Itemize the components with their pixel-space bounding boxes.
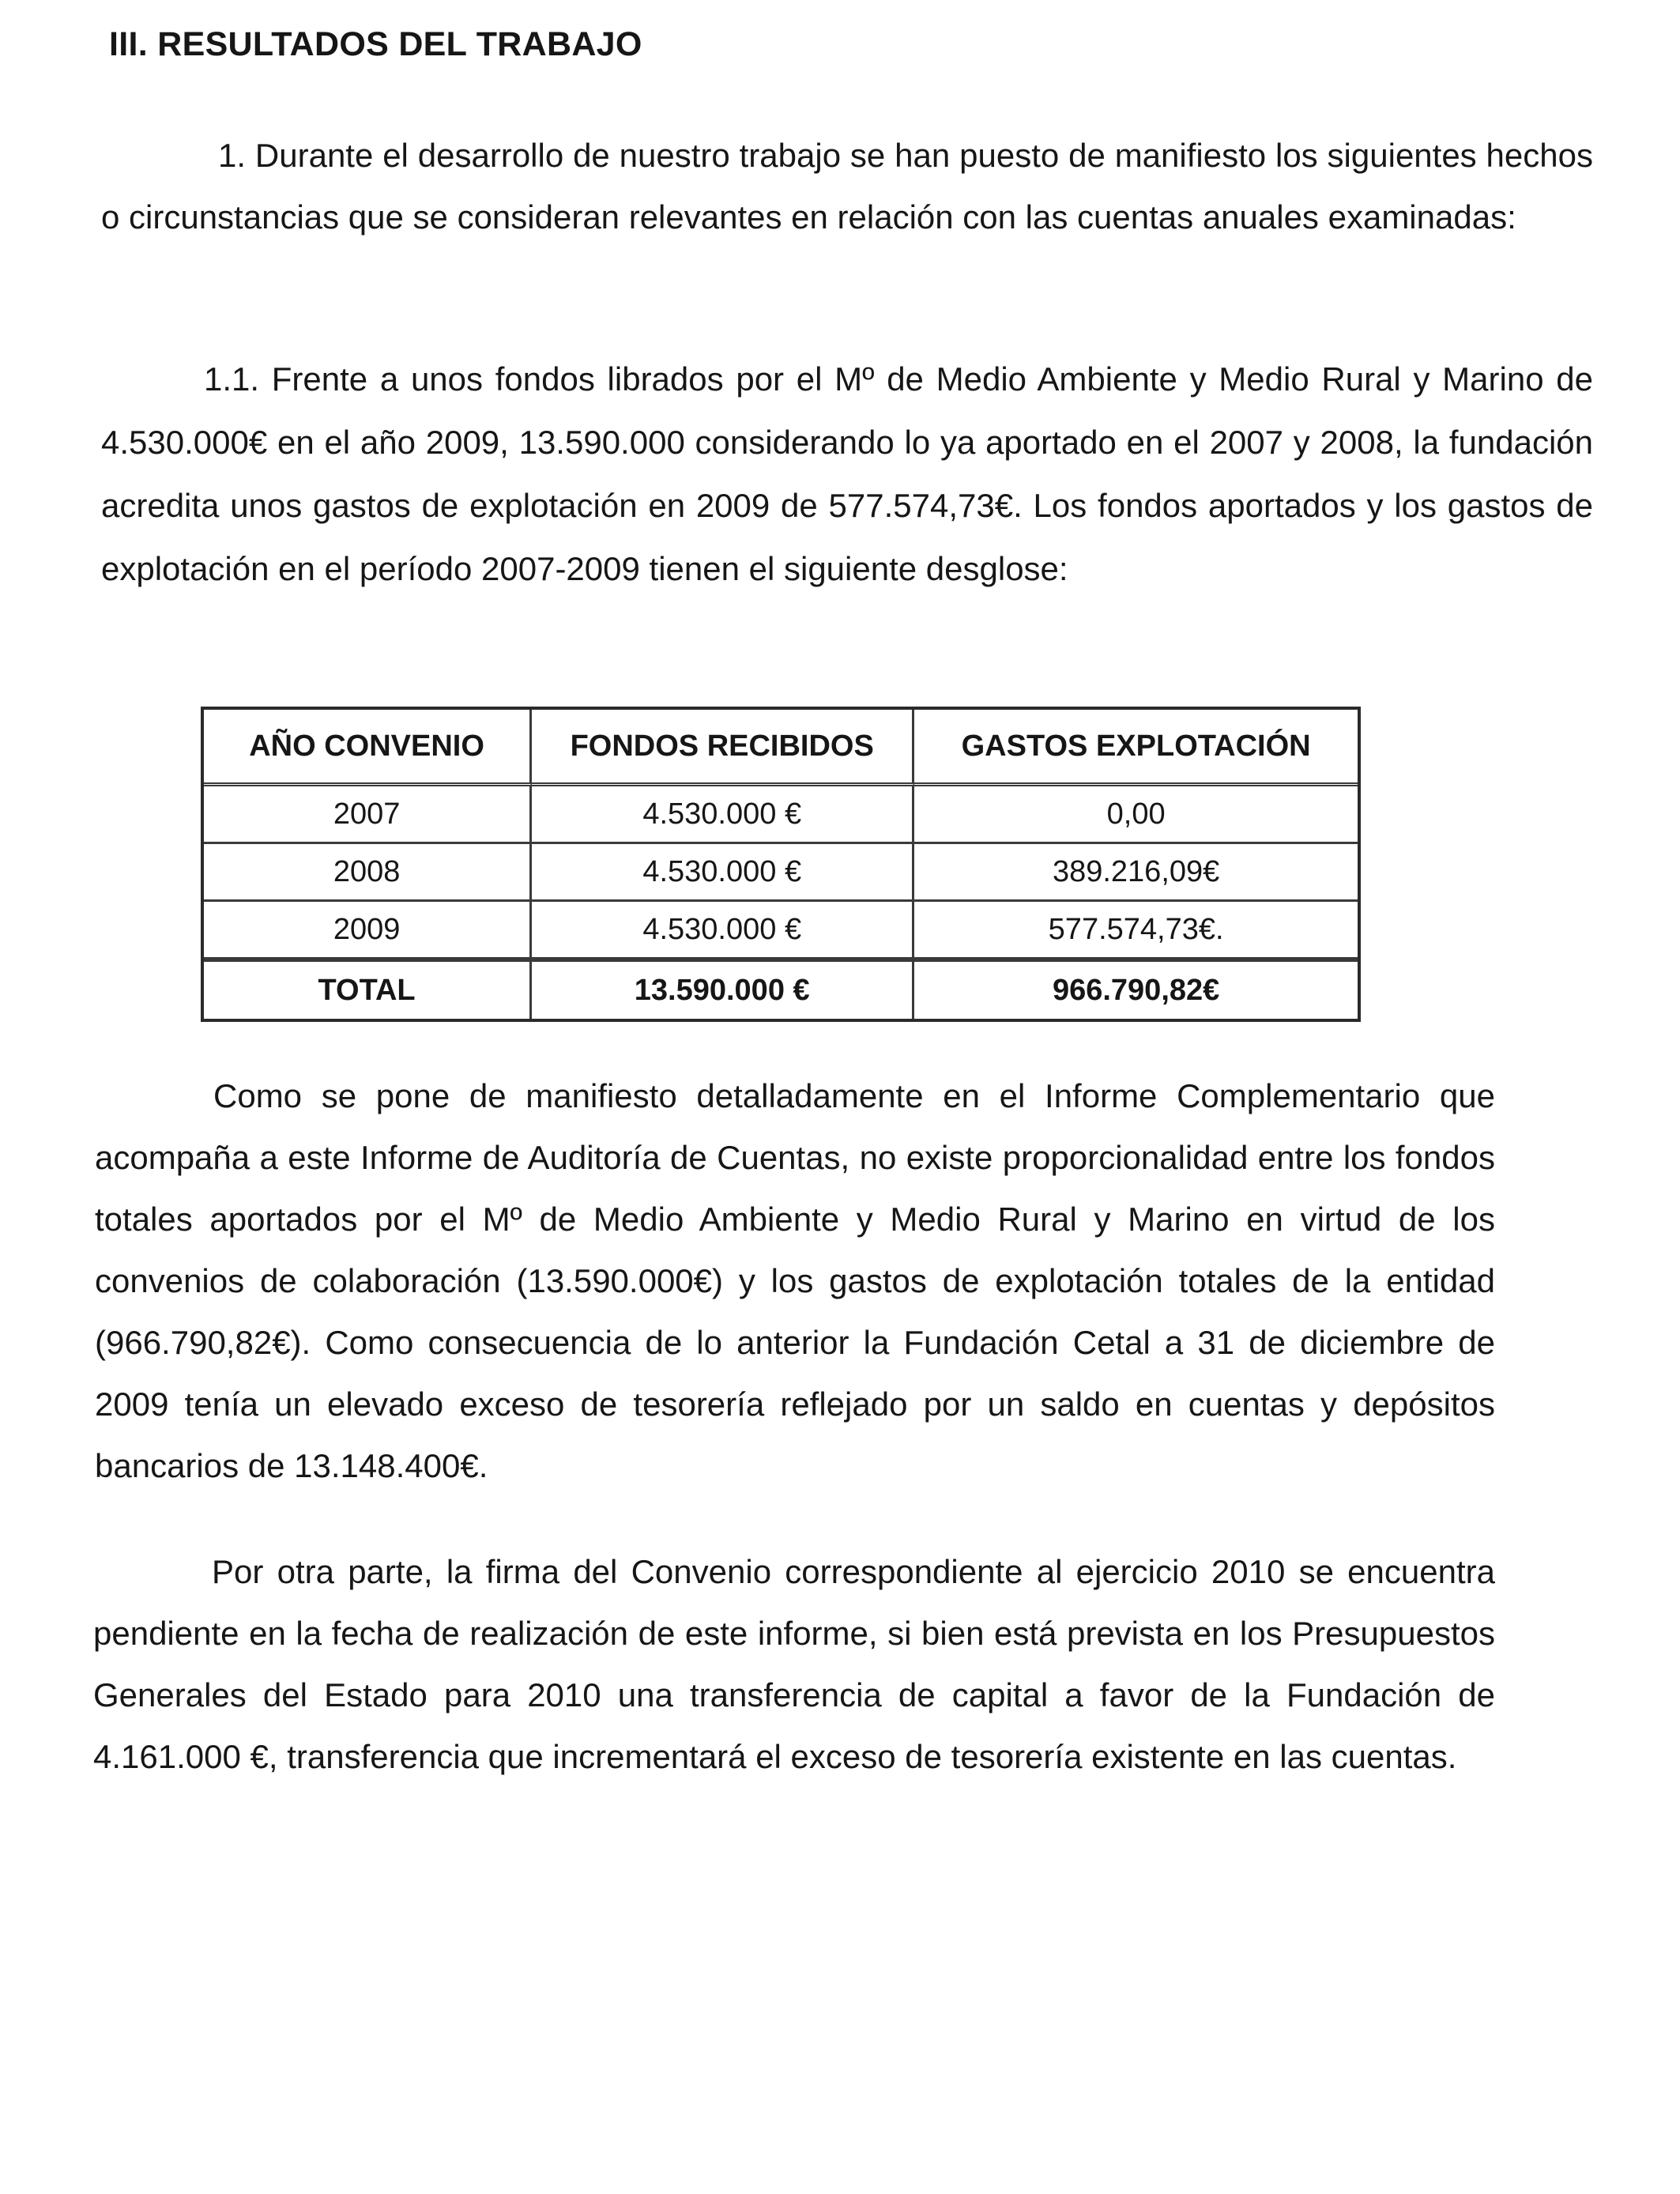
paragraph-analysis	[95, 1065, 1495, 1497]
table-row	[204, 786, 1358, 844]
header-year: AÑO CONVENIO	[204, 710, 532, 786]
header-expenses: GASTOS EXPLOTACIÓN	[914, 710, 1358, 786]
total-label: TOTAL	[204, 959, 532, 1019]
paragraph-analysis-text: Como se pone de manifiesto detalladamente en el Informe Complementario que acompaña a este Informe de Auditoría de Cuentas, no existe proporcionalidad entre los fondos totales aportados por el Mº de Medio Ambiente y Medio Rural y Marino en virtud de los convenios de colaboración (13.590.000€) y los gastos de explotación totales de la entidad (966.790,82€). Como consecuencia de lo anterior la Fundación Cetal a 31 de diciembre de 2009 tenía un elevado exceso de tesorería reflejado por un saldo en cuentas y depósitos bancarios de 13.148.400€.	[95, 1077, 1495, 1484]
paragraph-intro-text: 1. Durante el desarrollo de nuestro trabajo se han puesto de manifiesto los siguientes hechos o circunstancias que se consideran relevantes en relación con las cuentas anuales examinadas:	[101, 137, 1593, 236]
cell-year: 2009	[204, 902, 532, 959]
cell-funds: 4.530.000 €	[532, 844, 914, 902]
paragraph-2010-text: Por otra parte, la firma del Convenio correspondiente al ejercicio 2010 se encuentra pendiente en la fecha de realización de este informe, si bien está prevista en los Presupuestos Generales del Estado para 2010 una transferencia de capital a favor de la Fundación de 4.161.000 €, transferencia que incrementará el exceso de tesorería existente en las cuentas.	[93, 1553, 1495, 1775]
table-total-row	[204, 959, 1358, 1019]
cell-year: 2007	[204, 786, 532, 844]
header-funds: FONDOS RECIBIDOS	[532, 710, 914, 786]
paragraph-intro	[101, 125, 1593, 248]
table-header-row	[204, 710, 1358, 786]
table-row	[204, 844, 1358, 902]
cell-expenses: 577.574,73€.	[914, 902, 1358, 959]
funds-table	[201, 707, 1361, 1022]
section-heading: III. RESULTADOS DEL TRABAJO	[109, 25, 642, 63]
total-funds: 13.590.000 €	[532, 959, 914, 1019]
total-expenses: 966.790,82€	[914, 959, 1358, 1019]
paragraph-2010	[93, 1541, 1495, 1788]
table-row	[204, 902, 1358, 959]
cell-funds: 4.530.000 €	[532, 902, 914, 959]
cell-year: 2008	[204, 844, 532, 902]
cell-expenses: 0,00	[914, 786, 1358, 844]
cell-funds: 4.530.000 €	[532, 786, 914, 844]
cell-expenses: 389.216,09€	[914, 844, 1358, 902]
paragraph-1-1	[101, 348, 1593, 601]
paragraph-1-1-text: 1.1. Frente a unos fondos librados por el Mº de Medio Ambiente y Medio Rural y Marino de 4.530.000€ en el año 2009, 13.590.000 considerando lo ya aportado en el 2007 y 2008, la fundación acredita unos gastos de explotación en 2009 de 577.574,73€. Los fondos aportados y los gastos de explotación en el período 2007-2009 tienen el siguiente desglose:	[101, 360, 1593, 587]
